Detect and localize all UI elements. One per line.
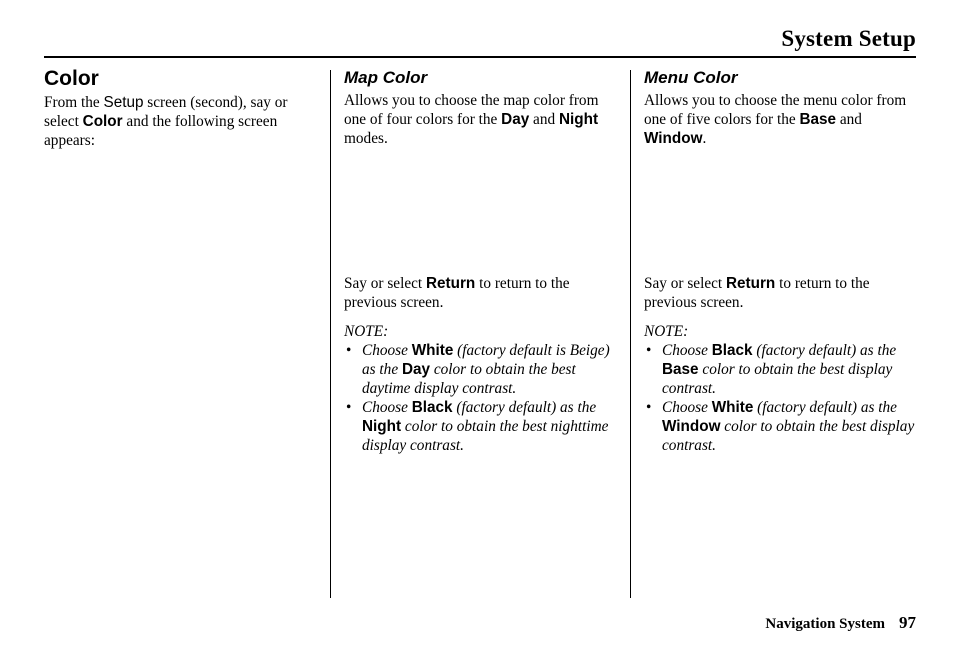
setup-term: Setup	[103, 94, 144, 111]
page-number: 97	[899, 613, 916, 632]
page-header-title: System Setup	[781, 26, 916, 51]
day-term: Day	[501, 111, 530, 128]
map-color-description: Allows you to choose the map color from one of four colors for the Day and Night modes.	[344, 92, 599, 147]
menu-color-heading: Menu Color	[644, 68, 738, 87]
return-term: Return	[425, 275, 476, 292]
night-term: Night	[558, 111, 599, 128]
base-term: Base	[799, 111, 837, 128]
color-intro-text: From the Setup screen (second), say or select Color and the following screen appears:	[44, 94, 288, 149]
note-item: • Choose White (factory default) as the Window color to obtain the best display contrast.	[644, 398, 919, 455]
menu-color-return-text: Say or select Return to return to the previous screen.	[644, 275, 870, 311]
menu-color-notes	[644, 341, 919, 455]
color-heading: Color	[44, 67, 99, 90]
map-color-heading: Map Color	[344, 68, 428, 87]
return-term: Return	[725, 275, 776, 292]
header-rule	[44, 56, 916, 58]
note-label: NOTE:	[644, 323, 689, 340]
column-divider-left	[330, 70, 331, 598]
footer-label: Navigation System	[765, 616, 885, 632]
note-item: • Choose White (factory default is Beige) as the Day color to obtain the best daytime display contrast.	[344, 341, 619, 398]
window-term: Window	[644, 130, 703, 147]
note-label: NOTE:	[344, 323, 389, 340]
note-item: • Choose Black (factory default) as the Base color to obtain the best display contrast.	[644, 341, 919, 398]
page-footer	[765, 613, 916, 633]
map-color-section	[344, 66, 619, 455]
menu-color-section	[644, 66, 919, 455]
note-item: • Choose Black (factory default) as the Night color to obtain the best nighttime display contrast.	[344, 398, 619, 455]
map-color-notes	[344, 341, 619, 455]
color-term: Color	[82, 113, 123, 130]
color-section	[44, 66, 322, 150]
map-color-return-text: Say or select Return to return to the previous screen.	[344, 275, 570, 311]
menu-color-description: Allows you to choose the menu color from one of five colors for the Base and Window.	[644, 92, 907, 147]
column-divider-right	[630, 70, 631, 598]
